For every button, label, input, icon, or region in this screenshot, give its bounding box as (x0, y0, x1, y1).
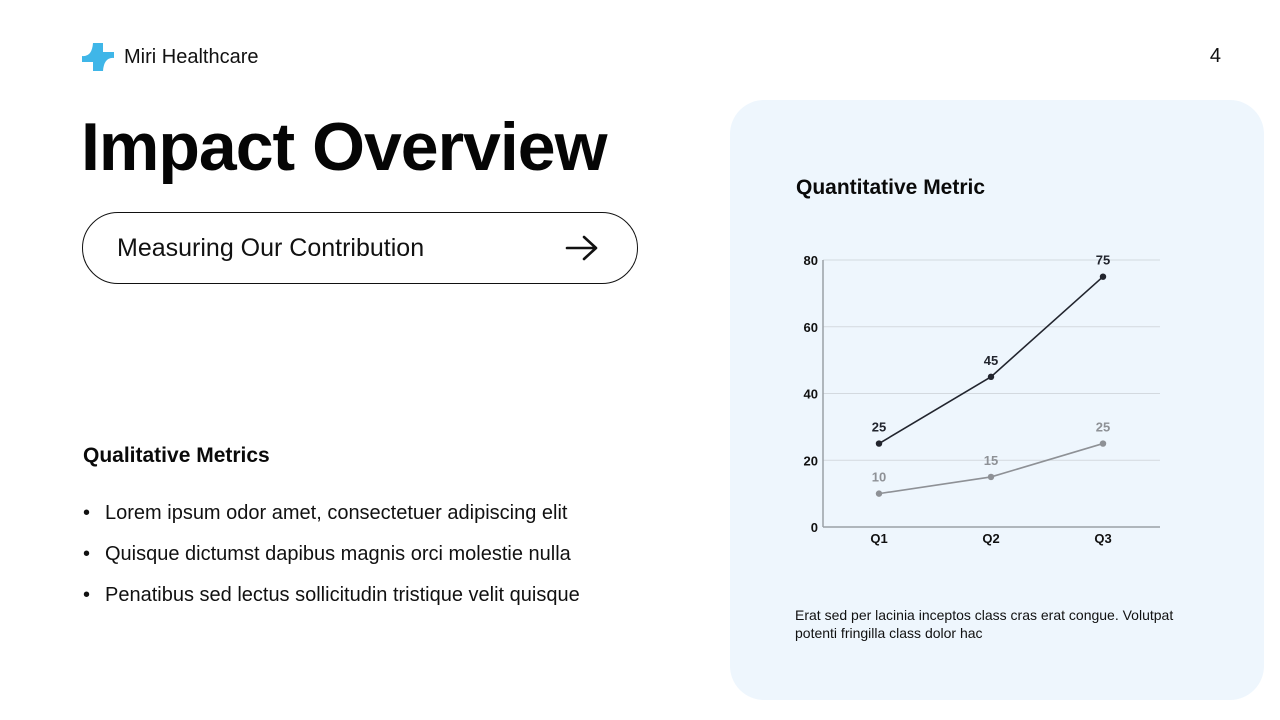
arrow-right-icon (565, 235, 599, 261)
quantitative-heading: Quantitative Metric (796, 176, 986, 199)
data-point (876, 440, 882, 446)
cross-logo-icon (82, 43, 114, 71)
qualitative-list (83, 500, 580, 623)
bullet-dot: • (83, 502, 91, 524)
list-item-text: Penatibus sed lectus sollicitudin tristique velit quisque (105, 584, 580, 606)
bullet-dot: • (83, 543, 91, 565)
page-number: 4 (1209, 45, 1221, 67)
data-point (1100, 440, 1106, 446)
line-chart (780, 240, 1180, 560)
data-point (876, 490, 882, 496)
y-tick-label: 40 (803, 386, 818, 402)
data-label: 25 (871, 419, 887, 435)
data-label: 25 (1095, 419, 1111, 435)
list-item (83, 541, 580, 582)
data-point (988, 474, 994, 480)
list-item (83, 582, 580, 623)
data-label: 45 (983, 352, 999, 368)
list-item-text: Lorem ipsum odor amet, consectetuer adipiscing elit (105, 502, 568, 524)
data-label: 15 (983, 452, 999, 468)
list-item (83, 500, 580, 541)
chart-caption: Erat sed per lacinia inceptos class cras erat congue. Volutpat potenti fringilla class dolor hac (795, 607, 1174, 641)
subtitle-pill-label: Measuring Our Contribution (117, 233, 425, 262)
y-tick-label: 60 (803, 319, 818, 335)
data-label: 75 (1095, 252, 1111, 268)
y-tick-label: 80 (803, 253, 818, 268)
x-tick-label: Q1 (870, 531, 888, 546)
list-item-text: Quisque dictumst dapibus magnis orci molestie nulla (105, 543, 571, 565)
y-tick-label: 20 (803, 453, 818, 469)
data-point (988, 374, 994, 380)
data-point (1100, 273, 1106, 279)
page-title: Impact Overview (81, 109, 607, 185)
qualitative-heading: Qualitative Metrics (83, 444, 270, 467)
x-tick-label: Q3 (1094, 531, 1112, 546)
bullet-dot: • (83, 584, 91, 606)
subtitle-pill-button[interactable] (82, 212, 638, 284)
brand-name: Miri Healthcare (124, 45, 259, 68)
quantitative-card (730, 100, 1264, 700)
x-tick-label: Q2 (982, 531, 1000, 546)
series-line-1 (879, 444, 1103, 494)
brand-logo (82, 43, 258, 71)
data-label: 10 (871, 469, 887, 485)
y-tick-label: 0 (810, 520, 818, 535)
